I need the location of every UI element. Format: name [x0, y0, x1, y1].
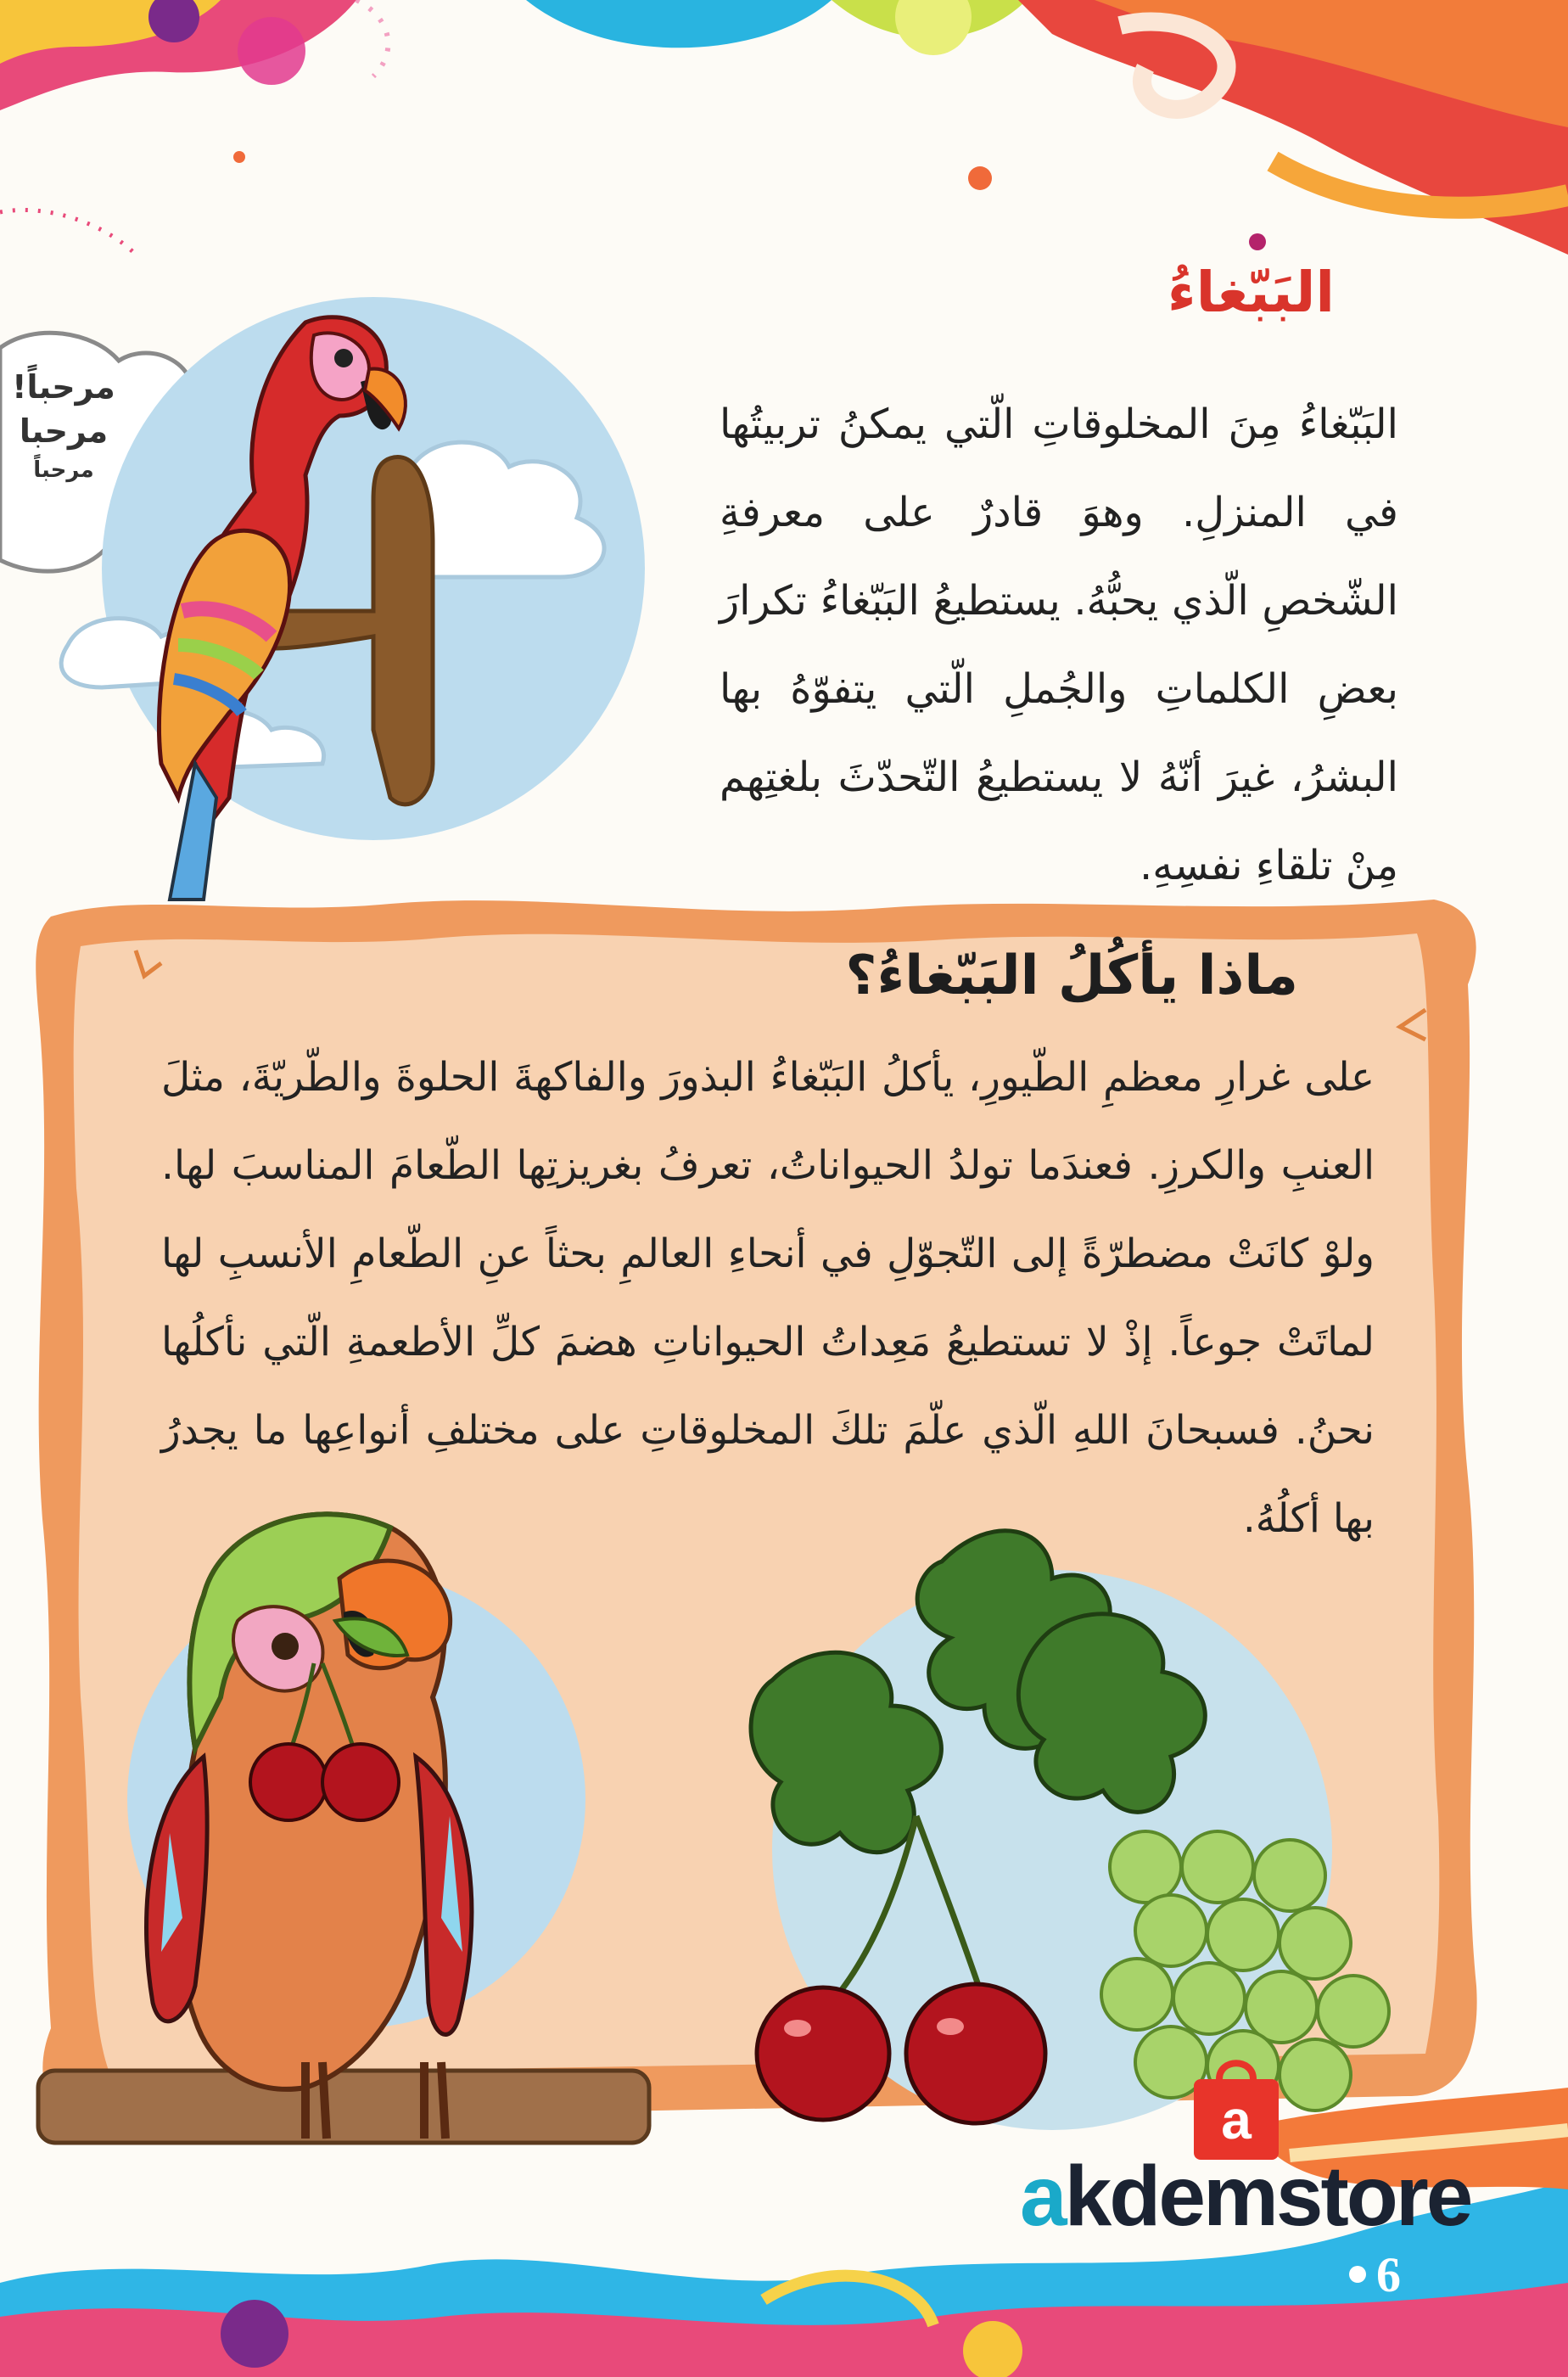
gift-bag-logo-icon	[1190, 2054, 1283, 2164]
brand-watermark	[1020, 2149, 1471, 2244]
bubble-line-2: مرحبا	[19, 412, 109, 450]
section-paragraph: على غرارِ معظمِ الطّيورِ، يأكلُ البَبّغاءُ البذورَ والفاكهةَ الحلوةَ والطّريّةَ، مثلَ العنبِ والكرزِ. فعندَما تولدُ الحيواناتُ، تعرفُ بغريزتِها الطّعامَ المناسبَ لها. ولوْ كانَتْ مضطرّةً إلى التّجوّلِ في أنحاءِ العالمِ بحثاً عنِ الطّعامِ الأنسبِ لها لماتَتْ جوعاً. إذْ لا تستطيعُ مَعِداتُ الحيواناتِ هضمَ كلِّ الأطعمةِ الّتي نأكلُها نحنُ. فسبحانَ اللهِ الّذي علّمَ تلكَ المخلوقاتِ على مختلفِ أنواعِها ما يجدرُ بها أكلُهُ.	[161, 1054, 1375, 1542]
brand-name: kdemstore	[1064, 2149, 1471, 2244]
bubble-line-3: مرحباً	[33, 457, 94, 483]
logo-letter: a	[1221, 2089, 1252, 2150]
brand-initial: a	[1020, 2149, 1065, 2244]
page-number: 6	[1376, 2247, 1401, 2302]
parrot-cherries-illustration	[34, 1477, 679, 2156]
intro-paragraph: البَبّغاءُ مِنَ المخلوقاتِ الّتي يمكنُ تربيتُها في المنزلِ. وهوَ قادرٌ على معرفةِ الشّخصِ الّذي يحبُّهُ. يستطيعُ البَبّغاءُ تكرارَ بعضِ الكلماتِ والجُملِ الّتي يتفوّهُ بها البشرُ، غيرَ أنّهُ لا يستطيعُ التّحدّثَ بلغتِهم مِنْ تلقاءِ نفسِهِ.	[720, 401, 1398, 889]
fruit-illustration	[747, 1494, 1459, 2156]
page-title: البَبّغاءُ	[1167, 260, 1335, 325]
bubble-line-1: مرحباً!	[12, 368, 115, 406]
parrot-illustration	[34, 289, 713, 908]
section-heading: ماذا يأكُلُ البَبّغاءُ؟	[845, 945, 1298, 1007]
